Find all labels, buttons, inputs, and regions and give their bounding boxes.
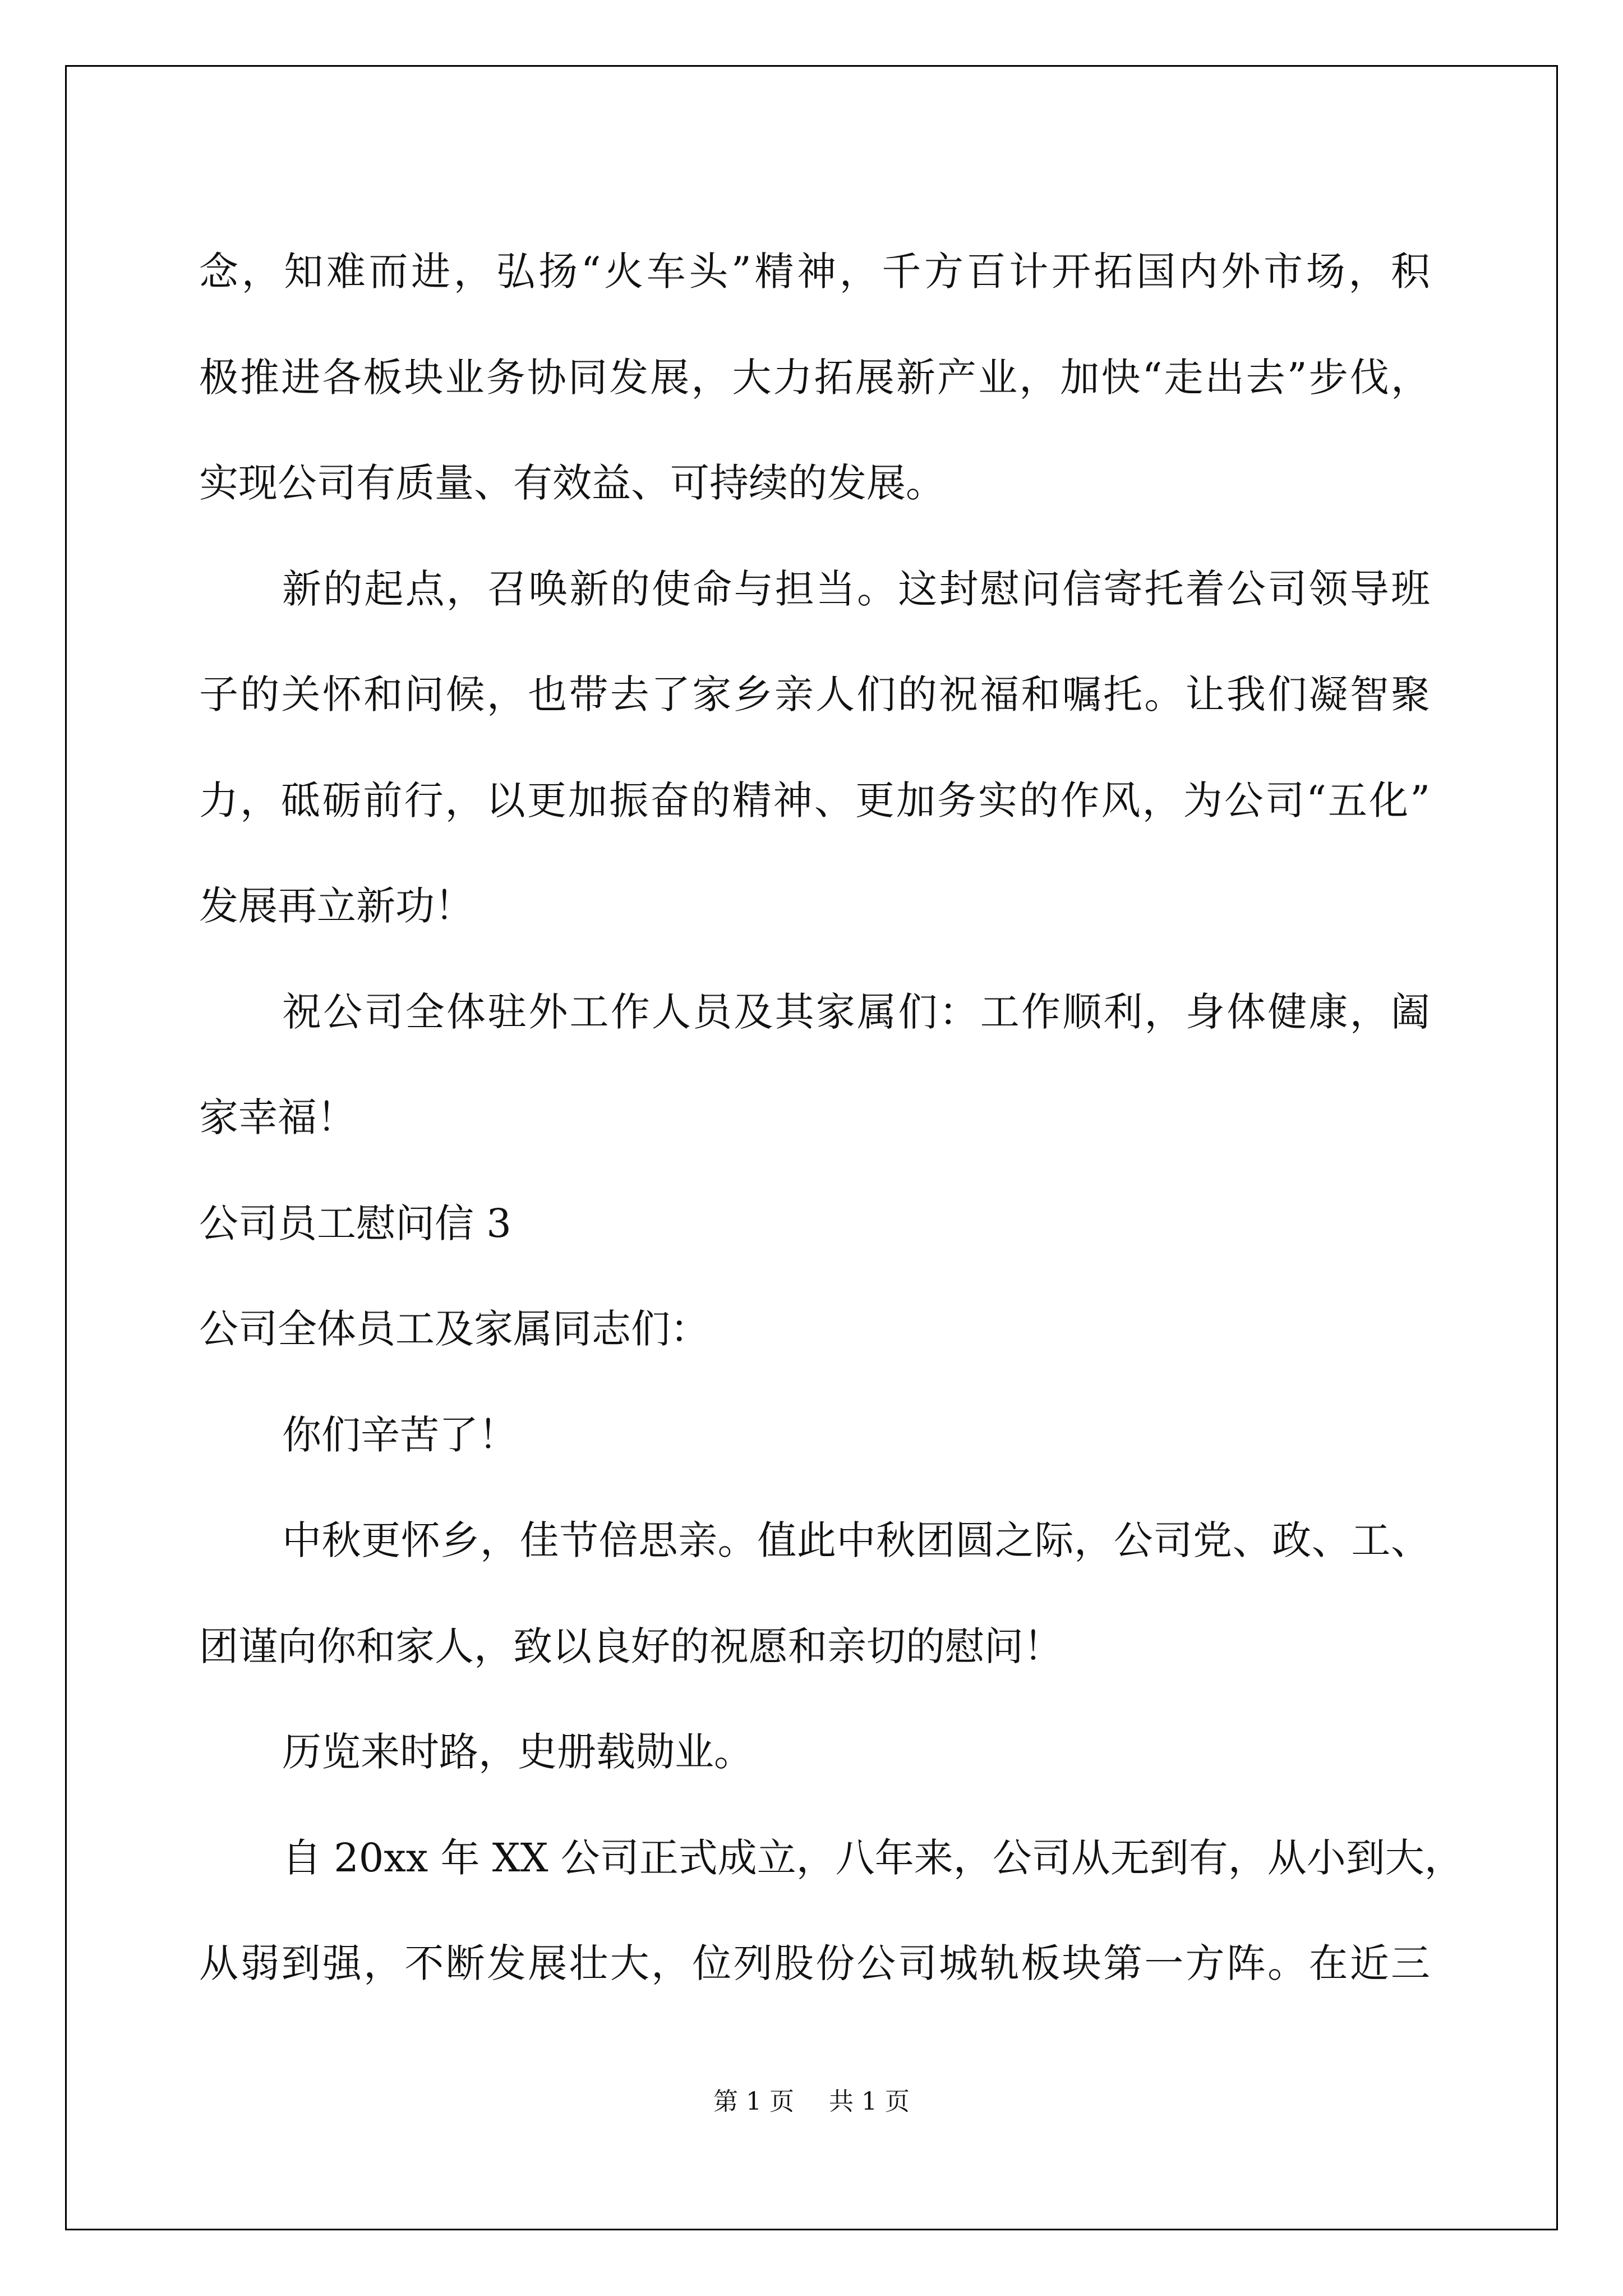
text-line: 家幸福！ xyxy=(199,1094,356,1140)
page-number: 第 1 页 xyxy=(713,2087,794,2116)
document-body xyxy=(199,219,1464,2017)
page-total: 共 1 页 xyxy=(829,2087,910,2116)
text-line: 新的起点，召唤新的使命与担当。这封慰问信寄托着公司领导班 xyxy=(282,565,1430,612)
text-line: 发展再立新功！ xyxy=(199,883,474,929)
text-line: 团谨向你和家人，致以良好的祝愿和亲切的慰问！ xyxy=(199,1623,1063,1669)
text-line: 子的关怀和问候，也带去了家乡亲人们的祝福和嘱托。让我们凝智聚 xyxy=(199,671,1430,717)
text-line: 自 20xx 年 XX 公司正式成立，八年来，公司从无到有，从小到大， xyxy=(282,1834,1464,1881)
text-line: 念，知难而进，弘扬“火车头”精神，千方百计开拓国内外市场，积 xyxy=(199,249,1430,295)
text-line: 你们辛苦了！ xyxy=(282,1411,518,1458)
text-line: 历览来时路，史册载勋业。 xyxy=(282,1729,753,1775)
page-footer xyxy=(0,2081,1623,2117)
text-line: 中秋更怀乡，佳节倍思亲。值此中秋团圆之际，公司党、政、工、 xyxy=(282,1517,1430,1563)
text-line: 祝公司全体驻外工作人员及其家属们：工作顺利，身体健康，阖 xyxy=(282,988,1430,1035)
text-line: 力，砥砺前行，以更加振奋的精神、更加务实的作风，为公司“五化” xyxy=(199,777,1430,823)
salutation: 公司全体员工及家属同志们： xyxy=(199,1306,709,1352)
section-heading: 公司员工慰问信 3 xyxy=(199,1200,511,1246)
text-line: 实现公司有质量、有效益、可持续的发展。 xyxy=(199,460,945,506)
text-line: 极推进各板块业务协同发展，大力拓展新产业，加快“走出去”步伐， xyxy=(199,354,1430,401)
text-line: 从弱到强，不断发展壮大，位列股份公司城轨板块第一方阵。在近三 xyxy=(199,1940,1430,1986)
